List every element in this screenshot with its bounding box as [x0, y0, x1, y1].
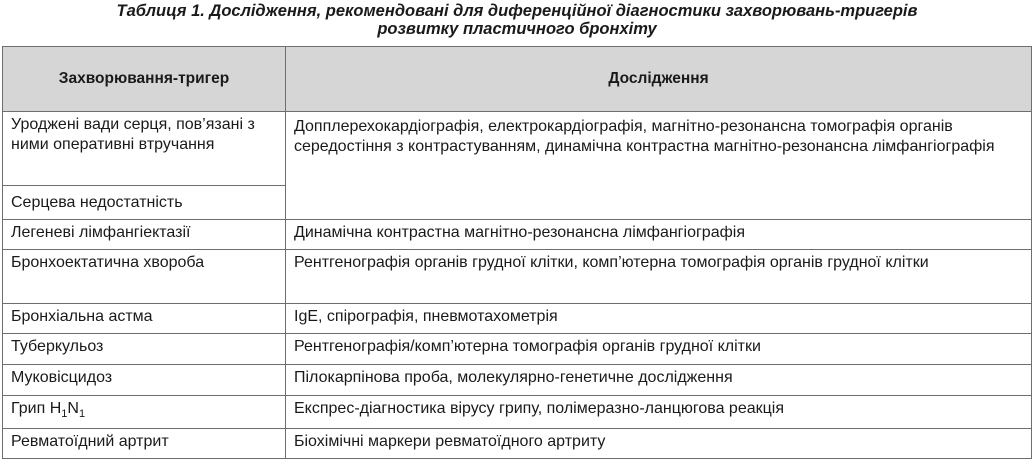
disease-cell: Легеневі лімфангіектазії — [3, 220, 286, 250]
disease-cell: Бронхіальна астма — [3, 304, 286, 334]
disease-cell: Ревматоїдний артрит — [3, 429, 286, 459]
table-caption — [0, 2, 1034, 38]
table-row — [3, 396, 1032, 429]
disease-cell — [3, 396, 286, 429]
diagnostics-table — [2, 46, 1032, 459]
table-row — [3, 250, 1032, 304]
disease-cell: Муковісцидоз — [3, 365, 286, 396]
disease-name-mid: N — [67, 400, 79, 417]
table-row — [3, 334, 1032, 365]
disease-cell: Уроджені вади серця, пов’язані з ними оперативні втручання — [3, 112, 286, 186]
study-cell: Пілокарпінова проба, молекулярно-генетичне дослідження — [286, 365, 1032, 396]
disease-cell: Туберкульоз — [3, 334, 286, 365]
study-cell: IgE, спірографія, пневмотахометрія — [286, 304, 1032, 334]
table-header-row — [3, 47, 1032, 112]
study-cell: Динамічна контрастна магнітно-резонансна лімфангіографія — [286, 220, 1032, 250]
caption-line-2: розвитку пластичного бронхіту — [377, 20, 657, 38]
study-cell: Рентгенографія органів грудної клітки, комп’ютерна томографія органів грудної клітки — [286, 250, 1032, 304]
table-row — [3, 304, 1032, 334]
table-row — [3, 112, 1032, 186]
column-header-studies: Дослідження — [286, 47, 1032, 112]
study-cell: Біохімічні маркери ревматоїдного артриту — [286, 429, 1032, 459]
disease-cell: Бронхоектатична хвороба — [3, 250, 286, 304]
column-header-trigger-disease: Захворювання-тригер — [3, 47, 286, 112]
study-cell: Рентгенографія/комп’ютерна томографія органів грудної клітки — [286, 334, 1032, 365]
table-row — [3, 220, 1032, 250]
study-cell: Допплерехокардіографія, електрокардіографія, магнітно-резонансна томографія органів середостіння з контрастуванням, динамічна контрастна магнітно-резонансна лімфангіографія — [286, 112, 1032, 220]
table-row — [3, 365, 1032, 396]
disease-subscript-1: 1 — [61, 408, 68, 420]
study-cell: Експрес-діагностика вірусу грипу, полімеразно-ланцюгова реакція — [286, 396, 1032, 429]
disease-subscript-2: 1 — [78, 408, 86, 420]
caption-line-1: Таблиця 1. Дослідження, рекомендовані для диференційної діагностики захворювань-тригерів — [116, 2, 918, 20]
disease-name-base: Грип H — [11, 400, 62, 417]
disease-cell: Серцева недостатність — [3, 186, 286, 220]
table-row — [3, 429, 1032, 459]
